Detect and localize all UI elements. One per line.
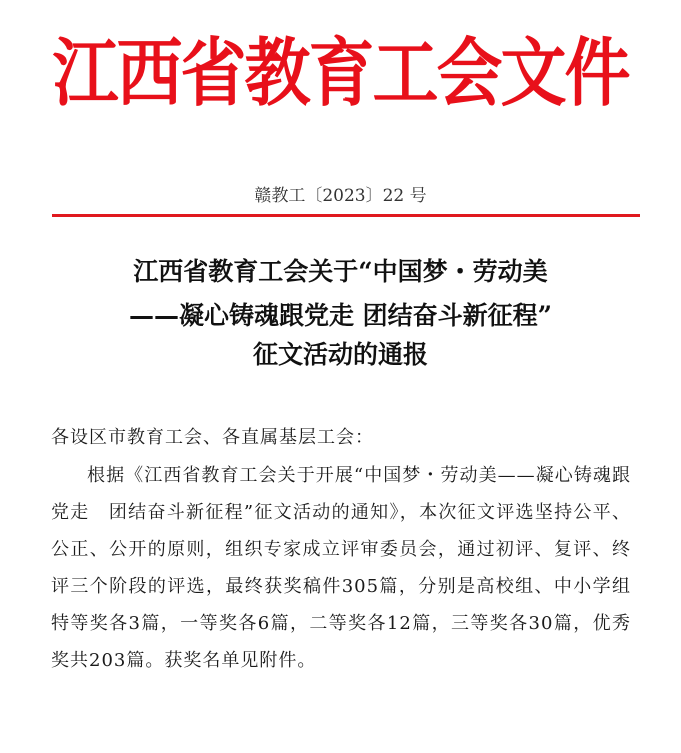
notice-title-line-1: 江西省教育工会关于“中国梦・劳动美 [133,257,548,286]
notice-title-line-3: 征文活动的通报 [252,340,428,369]
document-masthead: 江西省教育工会文件 [52,30,629,117]
salutation: 各设区市教育工会、各直属基层工会： [51,427,374,448]
document-number: 赣教工〔2023〕22 号 [254,186,427,206]
red-divider-line [52,214,640,217]
notice-title-line-2: ——凝心铸魂跟党走 团结奋斗新征程” [128,301,553,330]
body-paragraph: 根据《江西省教育工会关于开展“中国梦・劳动美——凝心铸魂跟党走 团结奋斗新征程”征文活动的通知》，本次征文评选坚持公平、公正、公开的原则，组织专家成立评审委员会，通过初评、复评、终评三个阶段的评选，最终获奖稿件305篇，分别是高校组、中小学组特等奖各3篇，一等奖各6篇，二等奖各12篇，三等奖各30篇，优秀奖共203篇。获奖名单见附件。 [51,465,631,671]
